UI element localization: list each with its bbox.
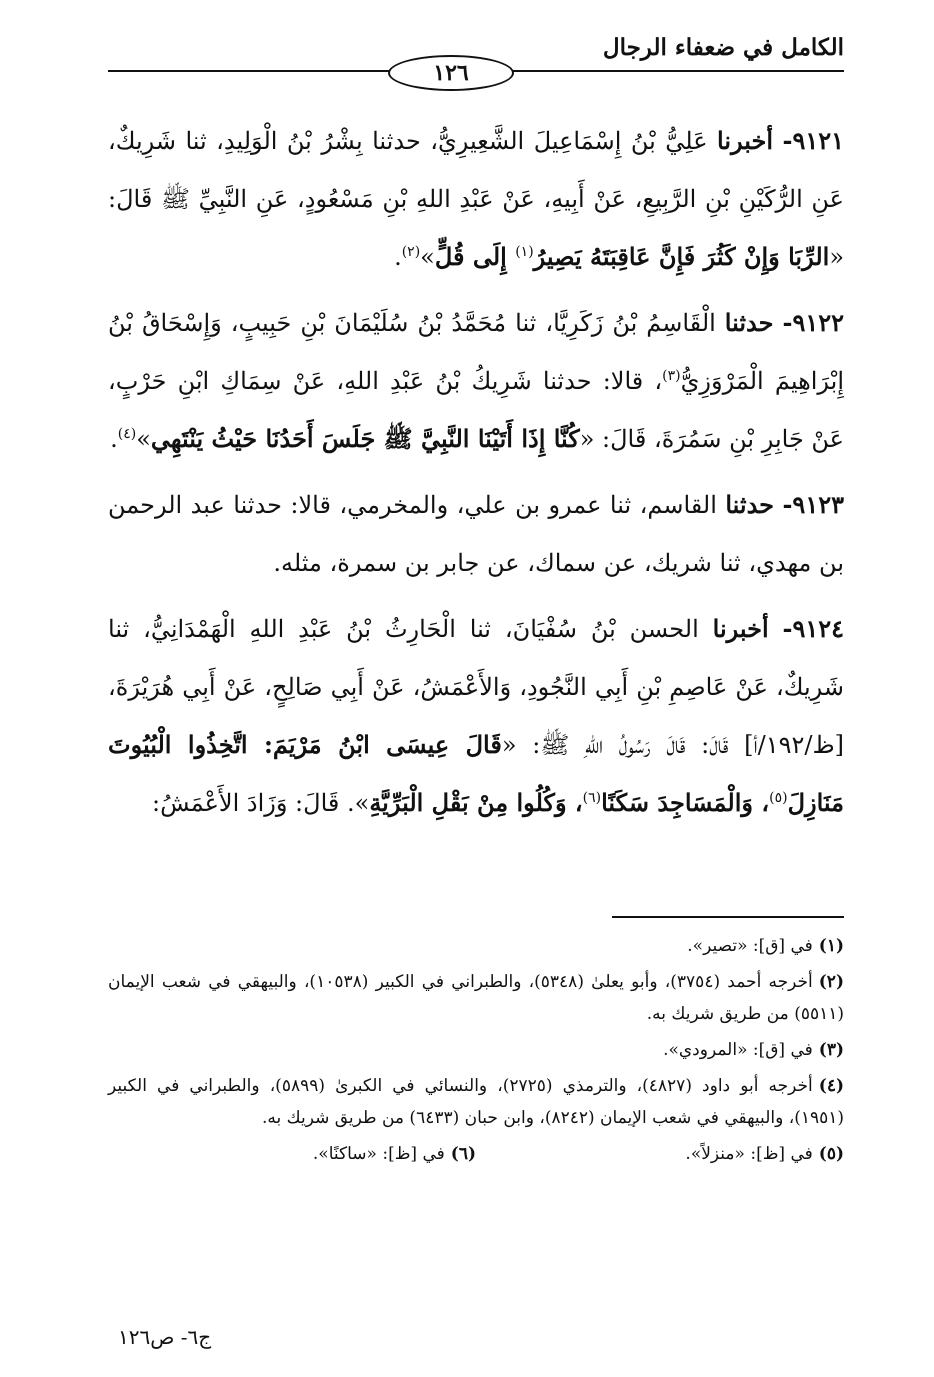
isnad-text: الْقَاسِمُ بْنُ زَكَرِيَّا، ثنا مُحَمَّدُ بْنُ سُلَيْمَانَ بْنِ حَبِيبٍ، وَإِسْحَاقُ بْنُ إِبْرَاهِيمَ الْمَرْوَزِيُّ	[108, 309, 844, 395]
transmission-verb: حدثنا	[725, 490, 774, 519]
hadith-number: ٩١٢٣-	[782, 490, 844, 519]
footnote-row	[108, 1138, 844, 1170]
page-number-badge: ١٢٦	[388, 55, 514, 91]
closing-text: ». قَالَ: وَزَادَ الأَعْمَشُ:	[152, 789, 370, 817]
footnote-6	[108, 1138, 476, 1170]
footnote-3	[108, 1034, 844, 1066]
footnote-text: في [ق]: «تصير».	[687, 936, 813, 956]
transmission-verb: حدثنا	[724, 308, 774, 337]
transmission-verb: أخبرنا	[712, 614, 769, 643]
closing-quote: »	[420, 243, 435, 271]
footnote-number: (٦)	[450, 1144, 476, 1164]
isnad-text: الحسن بْنُ سُفْيَانَ، ثنا الْحَارِثُ بْنُ عَبْدِ اللهِ الْهَمْدَانِيُّ، ثنا شَرِيكٌ، عَنْ عَاصِمِ بْنِ أَبِي النَّجُودِ، وَالأَعْمَشُ، عَنْ أَبِي صَالِحٍ، عَنْ أَبِي هُرَيْرَةَ، [ظ/١٩٢/أ] قَالَ: قَالَ رَسُولُ اللهِ ﷺ: «	[108, 615, 845, 759]
footnote-text: أخرجه أبو داود (٤٨٢٧)، والترمذي (٢٧٢٥)، والنسائي في الكبرىٰ (٥٨٩٩)، والطبراني في الكبير (١٩٥١)، والبيهقي في شعب الإيمان (٨٢٤٢)، وابن حبان (٦٤٣٣) من طريق شريك به.	[108, 1076, 844, 1128]
transmission-verb: أخبرنا	[717, 126, 773, 155]
isnad-text-continued: ، قالا: حدثنا شَرِيكُ بْنُ عَبْدِ اللهِ، عَنْ سِمَاكِ ابْنِ حَرْبٍ، عَنْ جَابِرِ بْنِ سَمُرَةَ، قَالَ: «	[108, 367, 844, 453]
footnote-text: في [ظ]: «ساكنًا».	[312, 1144, 445, 1164]
hadith-matn-continued: ، وَكُلُوا مِنْ بَقْلِ الْبَرِّيَّةِ	[369, 788, 583, 817]
hadith-paragraph-9121	[108, 112, 844, 286]
closing-quote: »	[136, 425, 151, 453]
hadith-number: ٩١٢٢-	[782, 308, 844, 337]
main-text	[108, 112, 844, 840]
hadith-matn: كُنَّا إِذَا أَتَيْنَا النَّبِيَّ ﷺ جَلَسَ أَحَدُنَا حَيْثُ يَنْتَهِي	[150, 424, 580, 453]
footnote-number: (٢)	[818, 972, 844, 992]
footnote-number: (٥)	[818, 1144, 844, 1164]
hadith-paragraph-9122	[108, 294, 844, 468]
footnote-1	[108, 930, 844, 962]
isnad-text: عَلِيُّ بْنُ إِسْمَاعِيلَ الشَّعِيرِيُّ، حدثنا بِشْرُ بْنُ الْوَلِيدِ، ثنا شَرِيكٌ، عَنِ الرُّكَيْنِ بْنِ الرَّبِيعِ، عَنْ أَبِيهِ، عَنْ عَبْدِ اللهِ بْنِ مَسْعُودٍ، عَنِ النَّبِيِّ ﷺ قَالَ: «	[108, 127, 844, 271]
footnote-5	[476, 1138, 844, 1170]
footnote-2	[108, 966, 844, 1030]
footnote-marker: (٦)	[582, 790, 602, 806]
footnote-text: في [ظ]: «منزلاً».	[685, 1144, 813, 1164]
footnotes	[108, 930, 844, 1170]
footnote-number: (٤)	[818, 1076, 844, 1096]
footnote-marker: (٢)	[401, 244, 421, 260]
footnote-marker: (٥)	[769, 790, 788, 806]
hadith-matn: الرِّبَا وَإِنْ كَثُرَ فَإِنَّ عَاقِبَتَهُ يَصِيرُ	[533, 242, 830, 271]
hadith-matn: قَالَ عِيسَى ابْنُ مَرْيَمَ: اتَّخِذُوا الْبُيُوتَ مَنَازِلَ	[108, 730, 844, 817]
sentence-end: .	[394, 243, 402, 271]
hadith-matn-continued: ، وَالْمَسَاجِدَ سَكَنًا	[601, 788, 770, 817]
isnad-text: القاسم، ثنا عمرو بن علي، والمخرمي، قالا: حدثنا عبد الرحمن بن مهدي، ثنا شريك، عن سماك، عن جابر بن سمرة، مثله.	[108, 491, 844, 577]
sentence-end: .	[110, 425, 118, 453]
running-header-title: الكامل في ضعفاء الرجال	[602, 34, 844, 61]
hadith-number: ٩١٢٤-	[782, 614, 844, 643]
footnote-marker: (٣)	[662, 368, 681, 384]
footnote-marker: (١)	[515, 244, 534, 260]
hadith-matn-continued: إِلَى قُلٍّ	[434, 242, 516, 271]
footnote-number: (٣)	[818, 1040, 844, 1060]
footnote-separator	[612, 916, 844, 918]
hadith-number: ٩١٢١-	[782, 126, 844, 155]
hadith-paragraph-9124	[108, 600, 844, 832]
footnote-marker: (٤)	[117, 426, 137, 442]
page-reference: ج٦- ص١٢٦	[118, 1325, 212, 1349]
footnote-number: (١)	[818, 936, 844, 956]
footnote-text: أخرجه أحمد (٣٧٥٤)، وأبو يعلىٰ (٥٣٤٨)، والطبراني في الكبير (١٠٥٣٨)، والبيهقي في شعب الإيمان (٥٥١١) من طريق شريك به.	[108, 972, 844, 1024]
footnote-4	[108, 1070, 844, 1134]
hadith-paragraph-9123	[108, 476, 844, 592]
footnote-text: في [ق]: «المرودي».	[663, 1040, 813, 1060]
